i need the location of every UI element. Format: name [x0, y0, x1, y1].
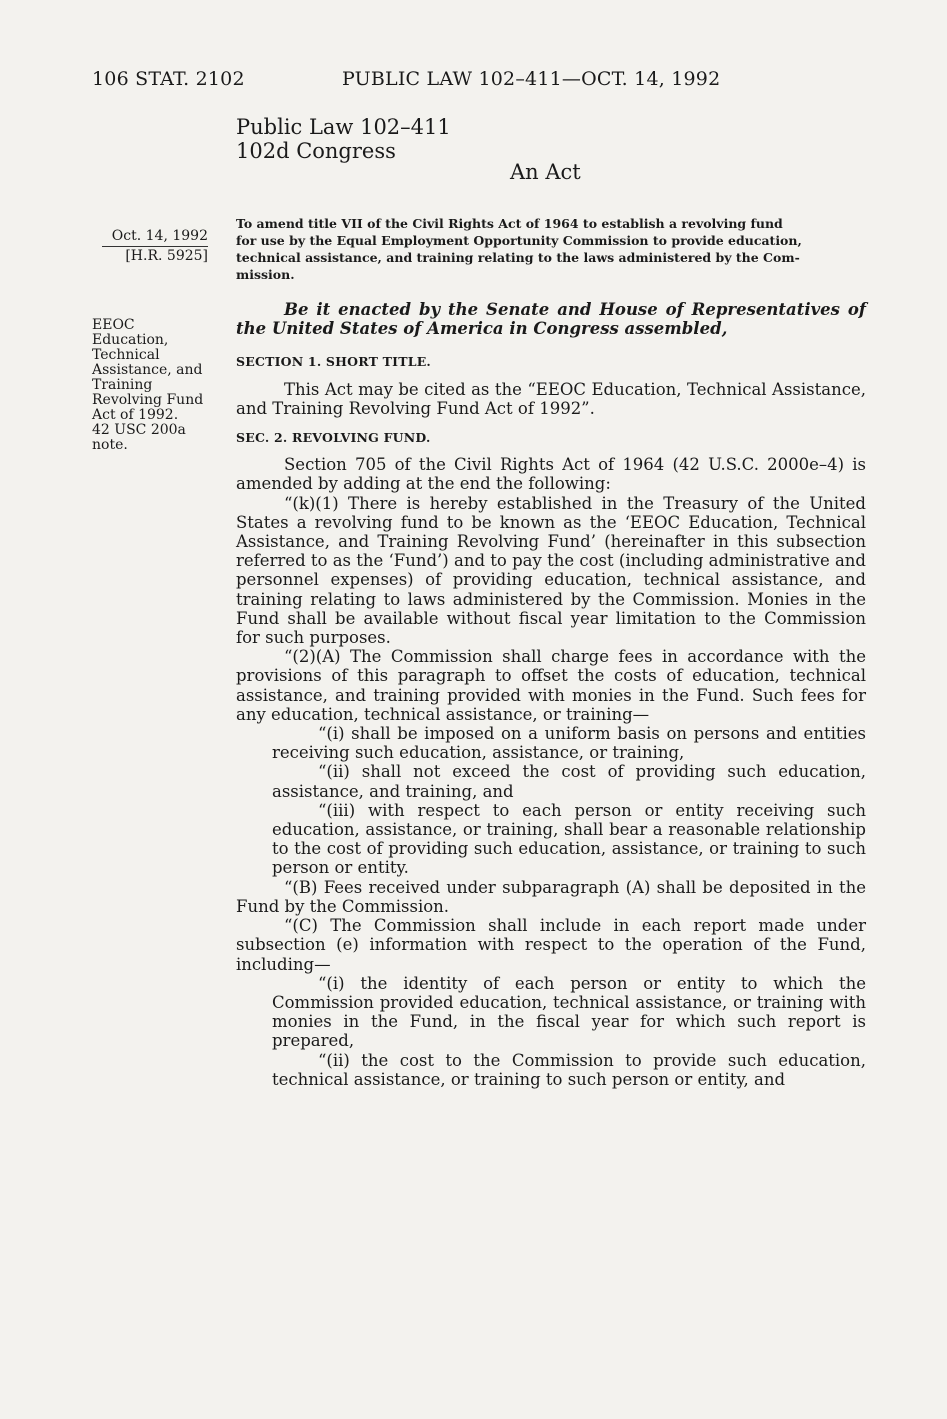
margin-date: Oct. 14, 1992: [111, 228, 208, 244]
clause-2c-i: “(i) the identity of each person or entity to which the Commission provided education, technical assistance, or training with monies in the Fund, in the fiscal year for which such report is prepared,: [272, 973, 866, 1051]
clause-2a-i: “(i) shall be imposed on a uniform basis on persons and entities receiving such education, assistance, or training,: [272, 724, 866, 763]
purpose-line: technical assistance, and training relating to the laws administered by the Com-: [236, 250, 800, 265]
margin-note-line: Training: [92, 377, 153, 393]
act-body: [236, 300, 866, 1089]
congress-label: 102d Congress: [236, 139, 396, 163]
margin-note-line: 42 USC 200a: [92, 422, 186, 438]
law-date-header: PUBLIC LAW 102–411—OCT. 14, 1992: [342, 68, 721, 90]
clause-2a-ii: “(ii) shall not exceed the cost of providing such education, assistance, and training, and: [272, 762, 866, 801]
public-law-title: Public Law 102–411: [236, 115, 451, 139]
section-1-text: This Act may be cited as the “EEOC Education, Technical Assistance, and Training Revolving Fund Act of 1992”.: [236, 379, 866, 418]
title-block: [236, 115, 451, 163]
section-1-heading: SECTION 1. SHORT TITLE.: [236, 354, 431, 370]
paragraph-2a: “(2)(A) The Commission shall charge fees in accordance with the provisions of this paragraph to offset the costs of education, technical assistance, and training provided with monies in the Fund. Such fees for any education, technical assistance, or training—: [236, 647, 866, 724]
section-2-heading: SEC. 2. REVOLVING FUND.: [236, 430, 431, 446]
stat-page-number: 106 STAT. 2102: [92, 68, 245, 90]
margin-bill-number: [H.R. 5925]: [125, 248, 208, 264]
clause-2a-iii: “(iii) with respect to each person or entity receiving such education, assistance, or training, shall bear a reasonable relationship to the cost of providing such education, assistance, or training to such person or entity.: [272, 800, 866, 878]
paragraph-2b: “(B) Fees received under subparagraph (A) shall be deposited in the Fund by the Commission.: [236, 877, 866, 916]
act-purpose: [236, 215, 864, 283]
margin-note-line: Assistance, and: [92, 362, 203, 378]
margin-date-note: [92, 229, 208, 264]
margin-note-line: Revolving Fund: [92, 392, 204, 408]
purpose-line: for use by the Equal Employment Opportunity Commission to provide education,: [236, 233, 802, 248]
margin-short-title-note: [92, 318, 220, 453]
purpose-line: mission.: [236, 267, 295, 282]
margin-note-line: EEOC: [92, 317, 135, 333]
margin-note-line: Act of 1992.: [92, 407, 179, 423]
purpose-line: To amend title VII of the Civil Rights Act of 1964 to establish a revolving fund: [236, 216, 783, 231]
clause-2c-ii: “(ii) the cost to the Commission to provide such education, technical assistance, or training to such person or entity, and: [272, 1050, 866, 1089]
margin-note-line: note.: [92, 437, 128, 453]
paragraph-k1: “(k)(1) There is hereby established in the Treasury of the United States a revolving fund to be known as the ‘EEOC Education, Technical Assistance, and Training Revolving Fund’ (hereinafter in this subsection referred to as the ‘Fund’) and to pay the cost (including administrative and personnel expenses) of providing education, technical assistance, and training relating to laws administered by the Commission. Monies in the Fund shall be available without fiscal year limitation to the Commission for such purposes.: [236, 493, 866, 648]
paragraph-2c: “(C) The Commission shall include in each report made under subsection (e) information with respect to the operation of the Fund, including—: [236, 916, 866, 974]
margin-note-line: Education,: [92, 332, 169, 348]
enacting-clause: Be it enacted by the Senate and House of Representatives of the United States of America in Congress assembled,: [236, 300, 866, 339]
margin-divider: [102, 246, 208, 247]
section-2-intro: Section 705 of the Civil Rights Act of 1964 (42 U.S.C. 2000e–4) is amended by adding at the end the following:: [236, 455, 866, 494]
margin-note-line: Technical: [92, 347, 160, 363]
an-act-heading: An Act: [510, 160, 581, 184]
